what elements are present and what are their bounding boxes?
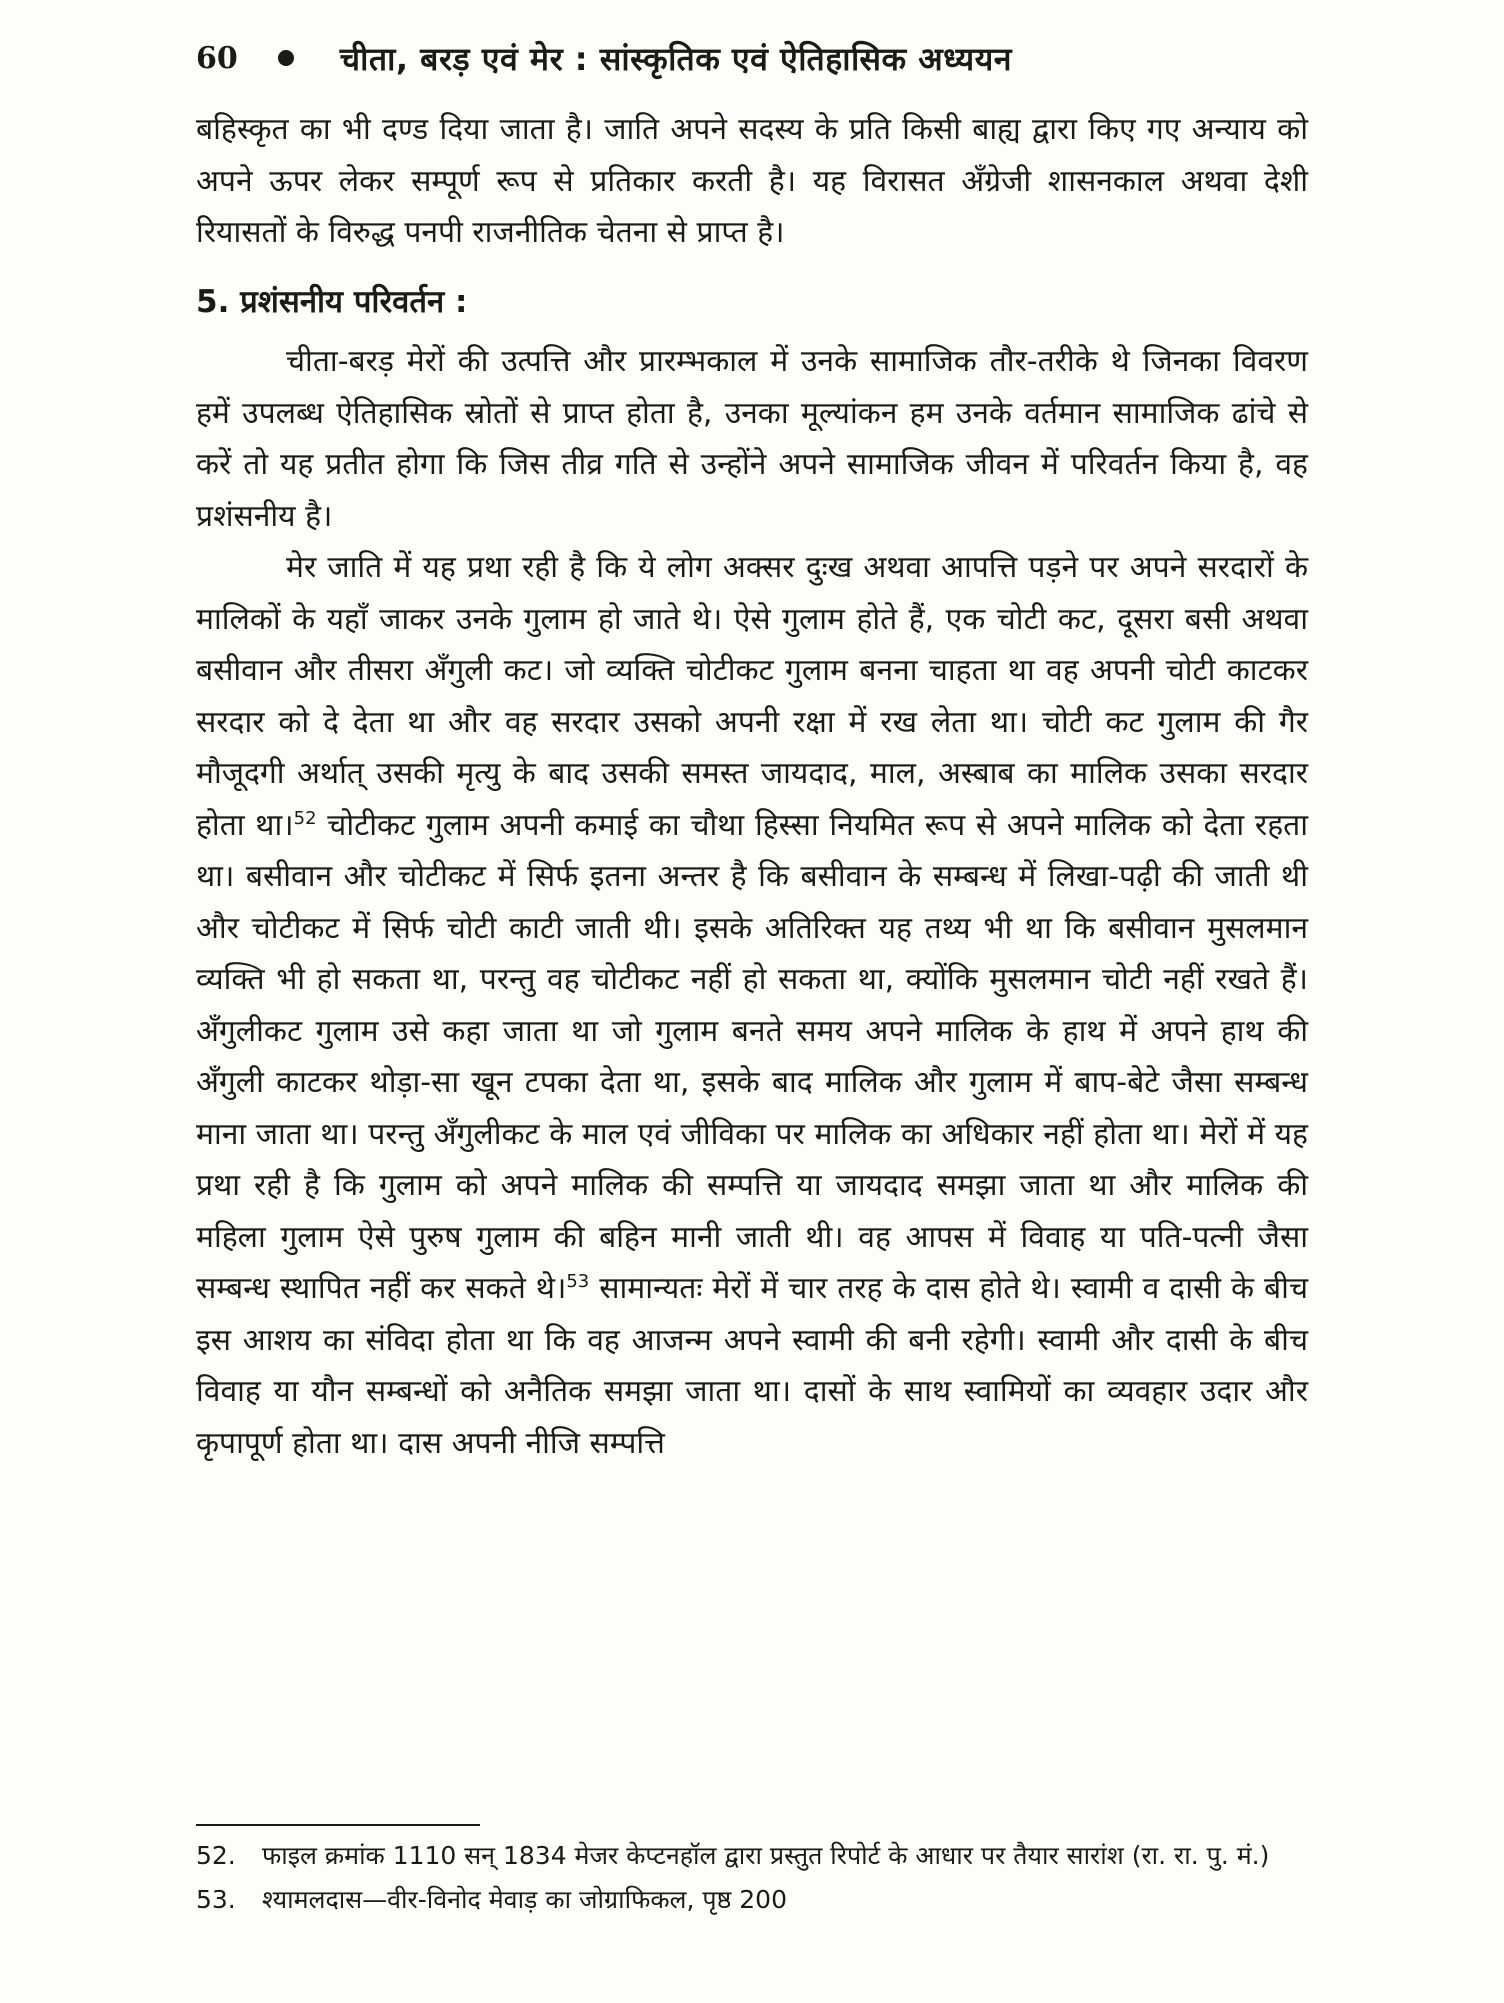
paragraph-3	[196, 542, 1308, 1469]
page-number: 60	[196, 40, 238, 76]
paragraph-2: चीता-बरड़ मेरों की उत्पत्ति और प्रारम्भकाल में उनके सामाजिक तौर-तरीके थे जिनका विवरण हमें उपलब्ध ऐतिहासिक स्रोतों से प्राप्त होता है, उनका मूल्यांकन हम उनके वर्तमान सामाजिक ढांचे से करें तो यह प्रतीत होगा कि जिस तीव्र गति से उन्होंने अपने सामाजिक जीवन में परिवर्तन किया है, वह प्रशंसनीय है।	[196, 344, 1308, 534]
paragraph-3-text-b: चोटीकट गुलाम अपनी कमाई का चौथा हिस्सा नियमित रूप से अपने मालिक को देता रहता था। बसीवान और चोटीकट में सिर्फ इतना अन्तर है कि बसीवान के सम्बन्ध में लिखा-पढ़ी की जाती थी और चोटीकट में सिर्फ चोटी काटी जाती थी। इसके अतिरिक्त यह तथ्य भी था कि बसीवान मुसलमान व्यक्ति भी हो सकता था, परन्तु वह चोटीकट नहीं हो सकता था, क्योंकि मुसलमान चोटी नहीं रखते हैं। अँगुलीकट गुलाम उसे कहा जाता था जो गुलाम बनते समय अपने मालिक के हाथ में अपने हाथ की अँगुली काटकर थोड़ा-सा खून टपका देता था, इसके बाद मालिक और गुलाम में बाप-बेटे जैसा सम्बन्ध माना जाता था। परन्तु अँगुलीकट के माल एवं जीविका पर मालिक का अधिकार नहीं होता था। मेरों में यह प्रथा रही है कि गुलाम को अपने मालिक की सम्पत्ति या जायदाद समझा जाता था और मालिक की महिला गुलाम ऐसे पुरुष गुलाम की बहिन मानी जाती थी। वह आपस में विवाह या पति-पत्नी जैसा सम्बन्ध स्थापित नहीं कर सकते थे।	[196, 807, 1308, 1306]
footnote-text: फाइल क्रमांक 1110 सन् 1834 मेजर केप्टनहॉल द्वारा प्रस्तुत रिपोर्ट के आधार पर तैयार सारांश (रा. रा. पु. मं.)	[262, 1841, 1270, 1870]
running-header	[196, 28, 1316, 88]
footnote-divider	[196, 1824, 480, 1826]
bullet-icon	[278, 50, 294, 66]
footnote-number: 52.	[196, 1841, 236, 1870]
paragraph-1: बहिस्कृत का भी दण्ड दिया जाता है। जाति अपने सदस्य के प्रति किसी बाह्य द्वारा किए गए अन्याय को अपने ऊपर लेकर सम्पूर्ण रूप से प्रतिकार करती है। यह विरासत अँग्रेजी शासनकाल अथवा देशी रियासतों के विरुद्ध पनपी राजनीतिक चेतना से प्राप्त है।	[196, 112, 1308, 250]
footnotes	[196, 1836, 1308, 1924]
paragraph-3-text-a: मेर जाति में यह प्रथा रही है कि ये लोग अक्सर दुःख अथवा आपत्ति पड़ने पर अपने सरदारों के मालिकों के यहाँ जाकर उनके गुलाम हो जाते थे। ऐसे गुलाम होते हैं, एक चोटी कट, दूसरा बसी अथवा बसीवान और तीसरा अँगुली कट। जो व्यक्ति चोटीकट गुलाम बनना चाहता था वह अपनी चोटी काटकर सरदार को दे देता था और वह सरदार उसको अपनी रक्षा में रख लेता था। चोटी कट गुलाम की गैर मौजूदगी अर्थात् उसकी मृत्यु के बाद उसकी समस्त जायदाद, माल, अस्बाब का मालिक उसका सरदार होता था।	[196, 550, 1308, 843]
footnote-ref-52[interactable]: 52	[293, 807, 317, 829]
footnote-text: श्यामलदास—वीर-विनोद मेवाड़ का जोग्राफिकल, पृष्ठ 200	[262, 1885, 787, 1914]
body-text	[196, 104, 1308, 1469]
section-heading: 5. प्रशंसनीय परिवर्तन :	[196, 283, 468, 320]
footnote-number: 53.	[196, 1885, 236, 1914]
footnote-item	[196, 1880, 1308, 1920]
footnote-item	[196, 1836, 1308, 1876]
footnote-ref-53[interactable]: 53	[566, 1271, 590, 1292]
running-title: चीता, बरड़ एवं मेर : सांस्कृतिक एवं ऐतिहासिक अध्ययन	[339, 39, 1013, 78]
paragraph-3-text-c: सामान्यतः मेरों में चार तरह के दास होते थे। स्वामी व दासी के बीच इस आशय का संविदा होता था कि वह आजन्म अपने स्वामी की बनी रहेगी। स्वामी और दासी के बीच विवाह या यौन सम्बन्धों को अनैतिक समझा जाता था। दासों के साथ स्वामियों का व्यवहार उदार और कृपापूर्ण होता था। दास अपनी नीजि सम्पत्ति	[196, 1271, 1308, 1461]
